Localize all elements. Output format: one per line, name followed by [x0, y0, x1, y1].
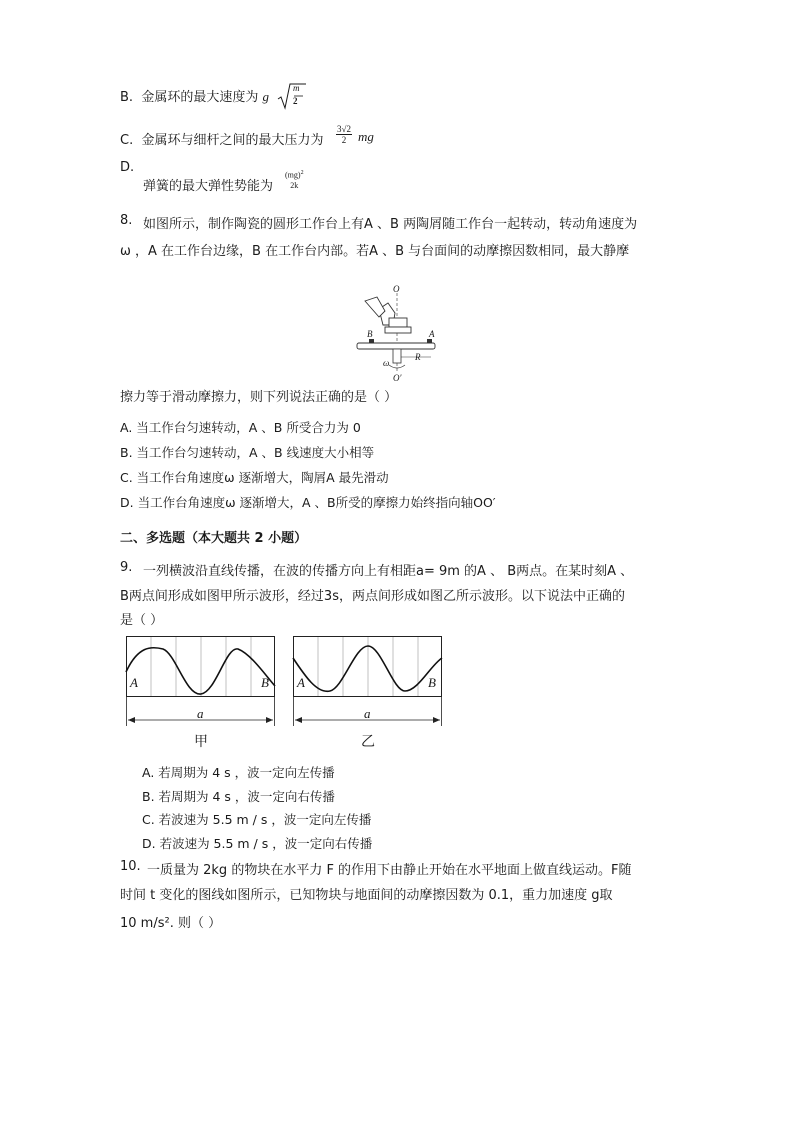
option-text: 金属环的最大速度为 — [141, 90, 259, 105]
q9-line3: 是（ ） — [120, 613, 164, 628]
label-a: A — [429, 329, 435, 339]
q7-option-b — [120, 86, 269, 105]
formula-mg: mg — [358, 129, 374, 144]
q10-line1: 一质量为 2kg 的物块在水平力 F 的作用下由静止开始在水平地面上做直线运动。F随 — [147, 863, 632, 878]
label-a-point: A — [297, 675, 305, 690]
exponent: 2 — [300, 170, 304, 176]
q9-line2: B两点间形成如图甲所示波形，经过3s，两点间形成如图乙所示波形。以下说法中正确的 — [120, 589, 625, 604]
option-label: C. — [120, 133, 134, 148]
q10-line3: 10 m/s². 则（ ） — [120, 916, 222, 931]
fraction — [284, 168, 305, 191]
label-o: O — [393, 284, 400, 294]
q8-line3: 擦力等于滑动摩擦力，则下列说法正确的是（ ） — [120, 390, 398, 405]
q9-line1: 一列横波沿直线传播，在波的传播方向上有相距a= 9m 的A 、 B两点。在某时刻A 、 — [143, 564, 634, 579]
q8-line1: 如图所示，制作陶瓷的圆形工作台上有A 、B 两陶屑随工作台一起转动，转动角速度为 — [143, 217, 638, 232]
wave-figure-jia — [126, 636, 276, 746]
q7-option-d-text: 弹簧的最大弹性势能为 — [143, 179, 274, 194]
sqrt-formula — [277, 82, 307, 110]
fraction-numerator: 3√2 — [337, 124, 351, 134]
label-b-point: B — [261, 675, 269, 690]
q7-option-c — [120, 129, 324, 148]
label-distance-a: a — [364, 706, 371, 721]
label-omega: ω — [383, 358, 390, 368]
q8-option-a: A. 当工作台匀速转动，A 、B 所受合力为 0 — [120, 420, 361, 435]
fraction-denominator: 2k — [290, 180, 299, 190]
q8-option-b: B. 当工作台匀速转动，A 、B 线速度大小相等 — [120, 445, 375, 460]
q8-option-d: D. 当工作台角速度ω 逐渐增大，A 、B所受的摩擦力始终指向轴OO′ — [120, 495, 496, 510]
label-o-prime: O′ — [393, 373, 402, 383]
label-r: R — [415, 352, 421, 362]
fraction-denominator: 2 — [341, 135, 347, 145]
label-yi: 乙 — [361, 734, 375, 750]
option-text: 金属环与细杆之间的最大压力为 — [141, 133, 324, 148]
q8-number: 8. — [120, 213, 133, 228]
wave-figure-yi — [293, 636, 443, 746]
fraction — [336, 124, 352, 145]
q10-line2: 时间 t 变化的图线如图所示，已知物块与地面间的动摩擦因数为 0.1，重力加速度 g取 — [120, 888, 613, 903]
label-distance-a: a — [197, 706, 204, 721]
label-b: B — [367, 329, 373, 339]
label-a-point: A — [130, 675, 138, 690]
q9-number: 9. — [120, 560, 133, 575]
q8-option-c: C. 当工作台角速度ω 逐渐增大，陶屑A 最先滑动 — [120, 470, 389, 485]
q9-option-a: A. 若周期为 4 s ，波一定向左传播 — [142, 765, 335, 780]
q9-option-b: B. 若周期为 4 s ，波一定向右传播 — [142, 789, 335, 804]
q9-option-d: D. 若波速为 5.5 m / s ，波一定向右传播 — [142, 836, 373, 851]
label-jia: 甲 — [194, 734, 208, 750]
sqrt-num: m — [293, 83, 300, 93]
sqrt-den: 2 — [293, 96, 298, 106]
q10-number: 10. — [120, 859, 141, 874]
formula-g: g — [262, 89, 269, 104]
q7-option-d-label: D. — [120, 160, 135, 175]
section-title: 二、多选题（本大题共 2 小题） — [120, 531, 308, 546]
fraction-numerator: (mg) — [285, 170, 301, 180]
q8-line2: ω ，A 在工作台边缘，B 在工作台内部。若A 、B 与台面间的动摩擦因数相同，最大静摩 — [120, 244, 630, 259]
label-b-point: B — [428, 675, 436, 690]
q9-option-c: C. 若波速为 5.5 m / s ，波一定向左传播 — [142, 812, 372, 827]
option-label: B. — [120, 90, 134, 105]
